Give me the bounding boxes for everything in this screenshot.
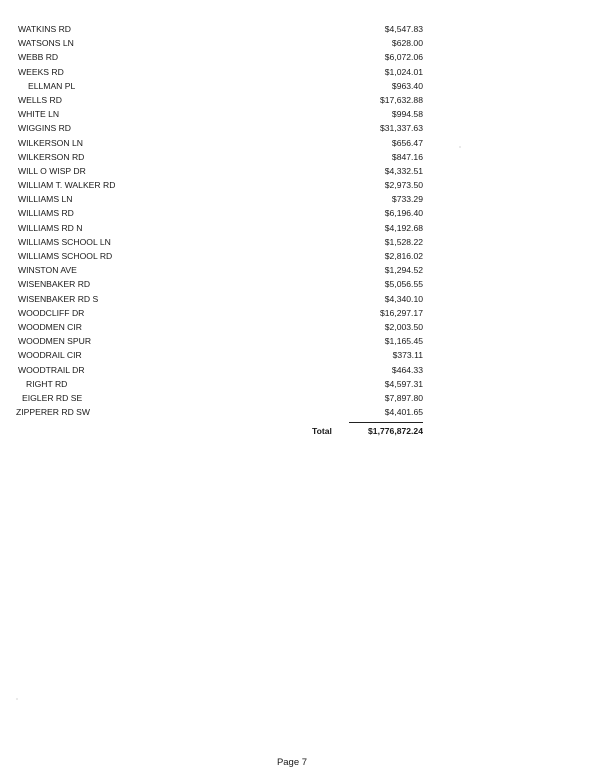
list-row: [0, 178, 600, 192]
road-name: WILKERSON LN: [18, 137, 83, 148]
road-amount: $6,196.40: [384, 208, 423, 219]
road-name: WISENBAKER RD: [18, 279, 91, 290]
total-amount: $1,776,872.24: [368, 426, 423, 436]
road-amount: $4,332.51: [384, 165, 423, 176]
road-amount: $7,897.80: [384, 392, 423, 403]
road-amount: $847.16: [391, 151, 423, 162]
road-amount: $963.40: [391, 80, 423, 91]
list-row: [0, 93, 600, 107]
scan-speck: [16, 698, 18, 700]
road-amount: $4,597.31: [384, 378, 423, 389]
list-row: [0, 277, 600, 291]
list-row: [0, 206, 600, 220]
road-amount: $1,528.22: [384, 236, 423, 247]
scan-speck: [459, 146, 461, 148]
road-name: WOODTRAIL DR: [18, 364, 85, 375]
road-name: WOODMEN SPUR: [18, 336, 92, 347]
list-row: [0, 79, 600, 93]
list-row: [0, 235, 600, 249]
list-row: [0, 348, 600, 362]
road-name: WOODMEN CIR: [18, 321, 82, 332]
road-amount: $4,340.10: [384, 293, 423, 304]
total-divider: [349, 422, 423, 423]
road-name: WELLS RD: [18, 94, 62, 105]
road-name: WOODRAIL CIR: [18, 350, 82, 361]
road-name: WISENBAKER RD S: [18, 293, 99, 304]
list-row: [0, 50, 600, 64]
road-name: WILLIAMS SCHOOL RD: [18, 251, 113, 261]
list-row: [0, 405, 600, 419]
road-amount: $4,401.65: [384, 407, 423, 418]
list-row: [0, 306, 600, 320]
road-name: WEEKS RD: [18, 66, 64, 77]
road-amount: $2,973.50: [384, 180, 423, 191]
road-amount: $994.58: [391, 109, 423, 120]
road-name: WILLIAMS LN: [18, 194, 73, 205]
road-name: WILKERSON RD: [18, 151, 85, 162]
list-row: [0, 136, 600, 150]
road-amount: $1,024.01: [384, 66, 423, 77]
road-amount: $16,297.17: [379, 307, 423, 318]
road-amount: $1,294.52: [384, 265, 423, 276]
road-name: WIGGINS RD: [18, 123, 71, 134]
road-amount: $6,072.06: [384, 52, 423, 63]
list-row: [0, 192, 600, 206]
list-row: [0, 150, 600, 164]
page-footer: [0, 757, 600, 768]
road-name: WATKINS RD: [18, 24, 71, 34]
total-row: [0, 424, 600, 438]
road-amount: $656.47: [391, 137, 423, 148]
list-row: [0, 292, 600, 306]
page-number: Page 7: [276, 757, 308, 768]
list-row: [0, 121, 600, 135]
list-row: [0, 65, 600, 79]
road-name: WHITE LN: [18, 109, 60, 120]
road-name: ZIPPERER RD SW: [16, 407, 91, 418]
road-amount: $31,337.63: [379, 123, 423, 134]
road-amount: $17,632.88: [379, 94, 423, 105]
list-row: [0, 221, 600, 235]
road-amount: $4,547.83: [384, 24, 423, 34]
list-row: [0, 36, 600, 50]
road-amount: $1,165.45: [384, 336, 423, 347]
road-amount: $4,192.68: [384, 222, 423, 233]
list-row: [0, 334, 600, 348]
road-name: WOODCLIFF DR: [18, 307, 85, 318]
list-row: [0, 363, 600, 377]
road-name: WEBB RD: [18, 52, 59, 63]
road-amount: $2,003.50: [384, 321, 423, 332]
total-label: Total: [312, 426, 332, 436]
road-amount: $373.11: [392, 350, 423, 361]
road-name: WILLIAMS SCHOOL LN: [18, 236, 111, 247]
list-row: [0, 22, 600, 36]
road-name: WINSTON AVE: [18, 265, 77, 276]
road-name: WILLIAM T. WALKER RD: [18, 180, 116, 191]
list-row: [0, 249, 600, 263]
list-row: [0, 391, 600, 405]
road-amount-list: [0, 22, 600, 419]
road-name: ELLMAN PL: [28, 80, 76, 91]
road-amount: $5,056.55: [384, 279, 423, 290]
road-amount: $733.29: [391, 194, 423, 205]
list-row: [0, 320, 600, 334]
list-row: [0, 107, 600, 121]
road-name: WATSONS LN: [18, 38, 74, 49]
road-name: WILL O WISP DR: [18, 165, 86, 176]
road-name: WILLIAMS RD: [18, 208, 74, 219]
list-row: [0, 263, 600, 277]
road-name: WILLIAMS RD N: [18, 222, 83, 233]
road-amount: $464.33: [391, 364, 423, 375]
road-amount: $2,816.02: [384, 251, 423, 261]
road-name: EIGLER RD SE: [22, 392, 83, 403]
list-row: [0, 164, 600, 178]
list-row: [0, 377, 600, 391]
road-amount: $628.00: [391, 38, 423, 49]
road-name: RIGHT RD: [26, 378, 68, 389]
